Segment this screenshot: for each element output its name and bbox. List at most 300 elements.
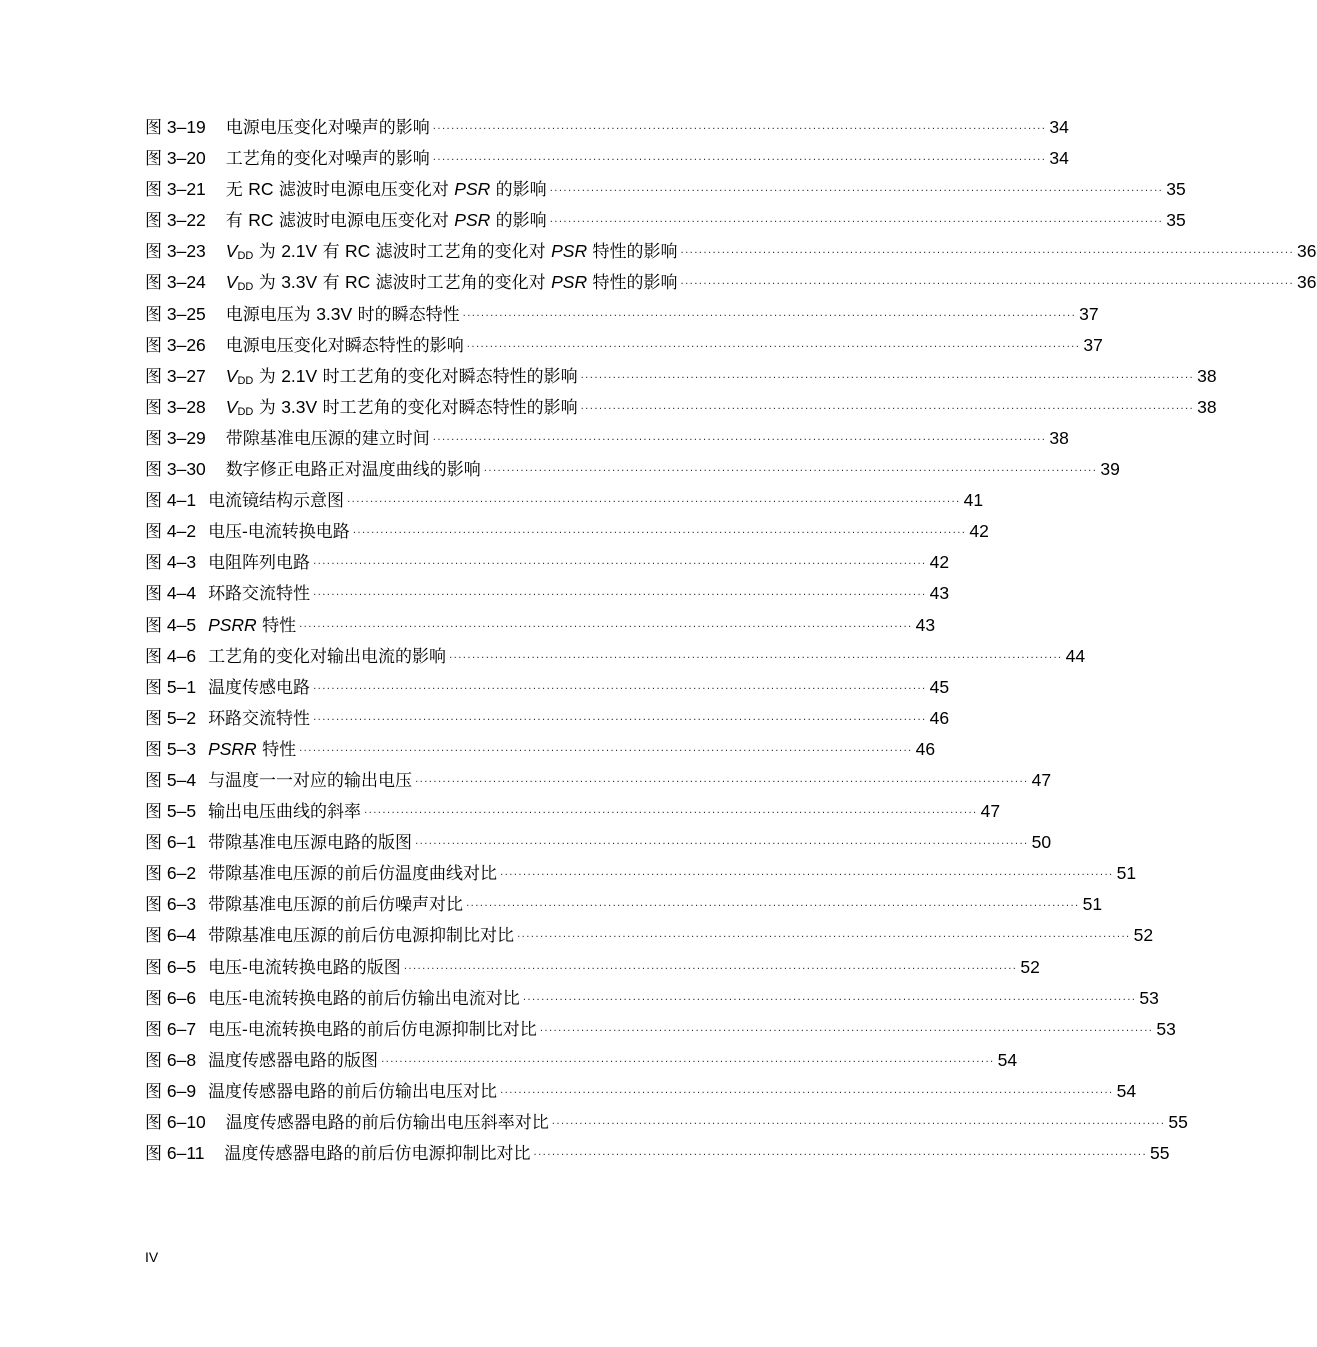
figure-title <box>226 236 678 268</box>
page-number: 50 <box>1031 832 1052 853</box>
page-number: 37 <box>1079 303 1099 324</box>
page-number: 47 <box>980 801 1001 822</box>
title-segment: 特性 <box>256 739 297 760</box>
title-segment: 无 <box>225 180 249 201</box>
figure-prefix: 图 <box>145 366 162 387</box>
page-number: 54 <box>997 1049 1018 1070</box>
title-segment: V <box>225 241 238 262</box>
toc-entry[interactable] <box>145 174 1186 205</box>
toc-entry[interactable] <box>145 547 950 578</box>
figure-prefix: 图 <box>145 149 162 170</box>
figure-label <box>145 1107 226 1139</box>
page-number: 41 <box>963 490 984 511</box>
figure-label <box>145 672 208 704</box>
figure-title <box>208 953 401 984</box>
figure-title <box>208 766 412 797</box>
figure-title <box>208 859 497 890</box>
figure-prefix: 图 <box>145 802 162 823</box>
figure-label <box>145 516 208 548</box>
figure-prefix: 图 <box>145 926 162 947</box>
figure-number: 6–6 <box>162 987 197 1008</box>
title-segment: 电压-电流转换电路的版图 <box>208 957 401 978</box>
figure-title <box>208 610 296 642</box>
figure-label <box>145 983 208 1015</box>
figure-title <box>226 174 547 206</box>
figure-prefix: 图 <box>145 584 162 605</box>
page-number: 39 <box>1100 459 1120 480</box>
title-segment: PSRR <box>208 738 257 759</box>
figure-prefix: 图 <box>145 242 162 263</box>
figure-prefix: 图 <box>145 957 162 978</box>
figure-number: 3–27 <box>162 365 206 386</box>
figure-prefix: 图 <box>145 1144 162 1165</box>
dot-leader: ······································································································································ <box>313 590 927 602</box>
figure-prefix: 图 <box>145 1113 162 1133</box>
dot-leader: ······································································································································ <box>500 870 1114 882</box>
figure-label <box>145 454 226 486</box>
figure-number: 6–11 <box>162 1143 205 1164</box>
dot-leader: ······································································································································ <box>466 341 1081 353</box>
dot-leader: ······································································································································ <box>299 621 913 633</box>
title-segment: PSR <box>551 272 588 293</box>
toc-entry[interactable] <box>145 1107 1188 1138</box>
dot-leader: ······································································································································ <box>299 745 913 757</box>
toc-entry[interactable] <box>145 920 1154 951</box>
dot-leader: ······································································································································ <box>517 932 1131 944</box>
title-segment: 为 <box>253 397 282 418</box>
title-segment: 3.3V <box>281 396 318 417</box>
toc-entry[interactable] <box>145 485 984 516</box>
figure-number: 5–5 <box>162 801 197 822</box>
page-number: 43 <box>929 583 950 604</box>
figure-label <box>145 703 208 735</box>
title-segment: 有 <box>225 211 249 232</box>
figure-number: 3–29 <box>162 427 206 448</box>
figure-label <box>145 641 208 673</box>
figure-number: 6–10 <box>162 1112 206 1132</box>
dot-leader: ······································································································································ <box>313 714 927 726</box>
page-number-footer: IV <box>145 1249 159 1265</box>
page-number: 38 <box>1197 396 1217 417</box>
figure-prefix: 图 <box>145 180 162 201</box>
toc-entry[interactable] <box>145 112 1069 143</box>
title-segment: 电源电压变化对噪声的影响 <box>225 118 430 138</box>
figure-label <box>145 1076 208 1108</box>
toc-entry[interactable] <box>145 578 950 609</box>
title-segment: 时工艺角的变化对瞬态特性的影响 <box>317 366 578 387</box>
dot-leader: ······································································································································ <box>533 1150 1148 1162</box>
figure-label <box>145 952 208 984</box>
figure-label <box>145 1045 208 1077</box>
title-segment: RC <box>345 241 371 262</box>
toc-entry[interactable] <box>145 734 936 765</box>
figure-prefix: 图 <box>145 895 162 916</box>
title-segment: PSR <box>454 179 491 200</box>
dot-leader: ······································································································································ <box>549 217 1164 229</box>
figure-number: 3–28 <box>162 396 206 417</box>
toc-entry[interactable] <box>145 889 1103 920</box>
dot-leader: ······································································································································ <box>415 839 1029 851</box>
figure-prefix: 图 <box>145 553 162 574</box>
figure-prefix: 图 <box>145 397 162 418</box>
page-number: 43 <box>915 614 936 635</box>
toc-entry[interactable] <box>145 672 950 703</box>
figure-number: 5–2 <box>162 707 197 728</box>
title-segment: 为 <box>253 273 282 294</box>
toc-entry[interactable] <box>145 205 1186 236</box>
figure-prefix: 图 <box>145 615 162 636</box>
toc-entry[interactable] <box>145 1138 1170 1169</box>
title-segment: 电压-电流转换电路的前后仿电源抑制比对比 <box>208 1019 537 1040</box>
figure-title <box>208 828 412 859</box>
figure-prefix: 图 <box>145 304 162 325</box>
figure-prefix: 图 <box>145 428 162 449</box>
toc-entry[interactable] <box>145 299 1099 330</box>
title-segment: RC <box>345 272 371 293</box>
figure-number: 6–9 <box>162 1080 197 1101</box>
title-segment: V <box>225 396 238 417</box>
dot-leader: ······································································································································ <box>466 901 1080 913</box>
figure-prefix: 图 <box>145 1019 162 1040</box>
figure-prefix: 图 <box>145 335 162 356</box>
toc-entry[interactable] <box>145 1014 1176 1045</box>
figure-title <box>208 984 520 1015</box>
toc-entry[interactable] <box>145 765 1052 796</box>
title-segment: 时的瞬态特性 <box>352 304 460 325</box>
dot-leader: ······································································································································ <box>432 124 1047 135</box>
figure-title <box>226 361 578 393</box>
figure-label <box>145 267 226 299</box>
dot-leader: ······································································································································ <box>352 528 967 540</box>
page-number: 34 <box>1049 148 1069 169</box>
figure-prefix: 图 <box>145 273 162 294</box>
title-segment: 温度传感器电路的前后仿输出电压对比 <box>208 1081 498 1102</box>
figure-label <box>145 485 208 517</box>
figure-number: 5–1 <box>162 676 197 697</box>
figure-title <box>226 267 678 299</box>
dot-leader: ······································································································································ <box>415 776 1029 788</box>
title-segment: 的影响 <box>490 211 547 232</box>
figure-number: 5–4 <box>162 769 197 790</box>
page-number: 52 <box>1133 925 1154 946</box>
title-segment: 带隙基准电压源电路的版图 <box>208 833 413 854</box>
title-segment: 与温度一一对应的输出电压 <box>208 770 413 791</box>
figure-label <box>145 796 208 828</box>
figure-title <box>226 331 464 362</box>
figure-prefix: 图 <box>145 677 162 698</box>
dot-leader: ······································································································································ <box>313 559 927 571</box>
figure-label <box>145 765 208 797</box>
figure-number: 6–1 <box>162 832 197 853</box>
page-number: 38 <box>1197 365 1217 386</box>
title-segment: DD <box>237 250 254 263</box>
figure-label <box>145 827 208 859</box>
title-segment: 有 <box>317 242 345 263</box>
toc-entry[interactable] <box>145 703 950 734</box>
dot-leader: ······································································································································ <box>313 683 927 695</box>
title-segment: 工艺角的变化对噪声的影响 <box>225 149 430 170</box>
figure-title <box>208 890 463 921</box>
dot-leader: ······································································································································ <box>403 963 1018 975</box>
figure-label <box>145 547 208 579</box>
title-segment: 带隙基准电压源的前后仿电源抑制比对比 <box>208 926 515 947</box>
figure-title <box>208 1046 378 1077</box>
figure-number: 6–2 <box>162 863 197 884</box>
figure-title <box>208 797 361 828</box>
figure-number: 6–8 <box>162 1049 197 1070</box>
page-number: 42 <box>929 552 950 573</box>
figure-prefix: 图 <box>145 1081 162 1102</box>
title-segment: 2.1V <box>281 365 318 386</box>
dot-leader: ······································································································································ <box>462 310 1077 322</box>
title-segment: 为 <box>253 366 282 387</box>
toc-entry[interactable] <box>145 1076 1137 1107</box>
toc-entry[interactable] <box>145 858 1137 889</box>
figure-title <box>226 392 578 424</box>
title-segment: 滤波时电源电压变化对 <box>273 180 455 201</box>
figure-prefix: 图 <box>145 118 162 138</box>
figure-label <box>145 361 226 393</box>
figure-title <box>208 734 296 766</box>
toc-entry[interactable] <box>145 392 1217 423</box>
title-segment: 特性的影响 <box>587 242 678 263</box>
figure-prefix: 图 <box>145 770 162 791</box>
figure-number: 4–1 <box>162 490 197 511</box>
title-segment: 有 <box>317 273 345 294</box>
figure-number: 4–5 <box>162 614 197 635</box>
figure-prefix: 图 <box>145 864 162 885</box>
title-segment: 带隙基准电压源的前后仿噪声对比 <box>208 895 464 916</box>
figure-prefix: 图 <box>145 708 162 729</box>
page-number: 36 <box>1297 241 1317 262</box>
figure-prefix: 图 <box>145 211 162 232</box>
dot-leader: ······································································································································ <box>680 279 1295 291</box>
dot-leader: ······································································································································ <box>432 155 1047 167</box>
toc-entry[interactable] <box>145 516 989 547</box>
figure-number: 3–19 <box>162 117 206 137</box>
figure-label <box>145 610 208 642</box>
title-segment: RC <box>248 210 274 231</box>
figure-number: 6–4 <box>162 925 197 946</box>
figure-title <box>208 673 310 704</box>
toc-entry[interactable] <box>145 983 1159 1014</box>
title-segment: V <box>225 272 238 293</box>
figure-prefix: 图 <box>145 522 162 543</box>
figure-title <box>225 1139 531 1170</box>
figure-number: 3–20 <box>162 148 206 169</box>
dot-leader: ······································································································································ <box>522 994 1137 1006</box>
figure-label <box>145 299 226 331</box>
figure-label <box>145 1138 225 1170</box>
dot-leader: ······································································································································ <box>347 497 961 509</box>
page-number: 46 <box>915 738 936 759</box>
figure-label <box>145 920 208 952</box>
title-segment: 温度传感电路 <box>208 677 311 698</box>
figure-title <box>226 299 460 331</box>
figure-prefix: 图 <box>145 491 162 512</box>
figure-prefix: 图 <box>145 988 162 1009</box>
title-segment: 时工艺角的变化对瞬态特性的影响 <box>317 397 578 418</box>
toc-entry[interactable] <box>145 827 1052 858</box>
dot-leader: ······································································································································ <box>539 1025 1154 1037</box>
title-segment: 滤波时工艺角的变化对 <box>370 273 552 294</box>
figure-label <box>145 578 208 610</box>
title-segment: 工艺角的变化对输出电流的影响 <box>208 646 447 667</box>
figure-title <box>208 642 446 673</box>
figure-label <box>145 330 226 362</box>
figure-number: 3–24 <box>162 272 206 293</box>
figure-prefix: 图 <box>145 646 162 667</box>
page-number: 46 <box>929 707 950 728</box>
figure-number: 3–26 <box>162 334 206 355</box>
toc-entry[interactable] <box>145 952 1040 983</box>
title-segment: 为 <box>253 242 282 263</box>
figure-title <box>208 921 514 952</box>
title-segment: 温度传感器电路的前后仿输出电压斜率对比 <box>225 1113 549 1133</box>
figure-title <box>208 486 344 517</box>
dot-leader: ······································································································································ <box>483 466 1098 478</box>
dot-leader: ······································································································································ <box>381 1056 995 1068</box>
title-segment: 电压-电流转换电路的前后仿输出电流对比 <box>208 988 520 1009</box>
title-segment: 滤波时电源电压变化对 <box>273 211 455 232</box>
title-segment: 电源电压变化对瞬态特性的影响 <box>225 335 464 356</box>
title-segment: 环路交流特性 <box>208 584 311 605</box>
toc-entry[interactable] <box>145 1045 1018 1076</box>
title-segment: V <box>225 365 238 386</box>
figure-label <box>145 205 226 237</box>
figure-label <box>145 143 226 175</box>
page-number: 34 <box>1049 117 1069 137</box>
figure-title <box>208 704 310 735</box>
figure-number: 3–22 <box>162 210 206 231</box>
figure-number: 5–3 <box>162 738 197 759</box>
figure-title <box>226 205 547 237</box>
title-segment: 电压-电流转换电路 <box>208 522 350 543</box>
dot-leader: ······································································································································ <box>432 434 1047 446</box>
page-number: 55 <box>1150 1143 1170 1164</box>
title-segment: DD <box>237 281 254 294</box>
figure-title <box>226 455 481 486</box>
toc-entry[interactable] <box>145 796 1001 827</box>
title-segment: 2.1V <box>281 241 318 262</box>
figure-title <box>208 1015 537 1046</box>
dot-leader: ······································································································································ <box>500 1087 1114 1099</box>
page-number: 44 <box>1065 645 1086 666</box>
figure-number: 6–3 <box>162 894 197 915</box>
figure-number: 3–25 <box>162 303 206 324</box>
figure-title <box>208 548 310 579</box>
title-segment: 温度传感器电路的前后仿电源抑制比对比 <box>224 1144 531 1165</box>
page-number: 36 <box>1297 272 1317 293</box>
title-segment: PSR <box>551 241 588 262</box>
title-segment: 特性 <box>256 615 297 636</box>
page-number: 45 <box>929 676 950 697</box>
page-number: 47 <box>1031 769 1052 790</box>
figure-title <box>226 424 430 455</box>
title-segment: DD <box>237 405 254 418</box>
page-number: 54 <box>1116 1080 1137 1101</box>
figure-title <box>208 1077 497 1108</box>
page-number: 51 <box>1082 894 1103 915</box>
figure-title <box>226 1108 549 1139</box>
page-number: 52 <box>1020 956 1040 977</box>
figure-number: 6–5 <box>162 956 197 977</box>
title-segment: 电流镜结构示意图 <box>208 491 345 512</box>
page-number: 37 <box>1083 334 1103 355</box>
toc-entry[interactable] <box>145 267 1317 298</box>
title-segment: 3.3V <box>316 303 353 324</box>
dot-leader: ······································································································································ <box>549 186 1164 198</box>
figure-prefix: 图 <box>145 833 162 854</box>
title-segment: 环路交流特性 <box>208 708 311 729</box>
figure-prefix: 图 <box>145 739 162 760</box>
title-segment: 滤波时工艺角的变化对 <box>370 242 552 263</box>
title-segment: RC <box>248 179 274 200</box>
title-segment: 电阻阵列电路 <box>208 553 311 574</box>
figure-number: 4–4 <box>162 583 197 604</box>
title-segment: PSR <box>454 210 491 231</box>
toc-entry[interactable] <box>145 423 1069 454</box>
figure-label <box>145 392 226 424</box>
title-segment: 带隙基准电压源的前后仿温度曲线对比 <box>208 864 498 885</box>
title-segment: 的影响 <box>490 180 547 201</box>
title-segment: PSRR <box>208 614 257 635</box>
page-number: 55 <box>1168 1112 1188 1132</box>
dot-leader: ······································································································································ <box>551 1119 1166 1130</box>
toc-entry[interactable] <box>145 610 936 641</box>
page-number: 42 <box>969 521 989 542</box>
page-number: 51 <box>1116 863 1137 884</box>
figure-label <box>145 734 208 766</box>
toc-entry[interactable] <box>145 143 1069 174</box>
list-of-figures <box>145 112 1317 1169</box>
toc-entry[interactable] <box>145 641 1086 672</box>
figure-label <box>145 889 208 921</box>
title-segment: 带隙基准电压源的建立时间 <box>225 428 430 449</box>
figure-prefix: 图 <box>145 1050 162 1071</box>
title-segment: DD <box>237 374 254 387</box>
title-segment: 输出电压曲线的斜率 <box>208 802 362 823</box>
figure-title <box>226 144 430 175</box>
figure-label <box>145 236 226 268</box>
page-number: 53 <box>1139 987 1159 1008</box>
dot-leader: ······································································································································ <box>580 403 1195 415</box>
figure-prefix: 图 <box>145 460 162 481</box>
dot-leader: ······································································································································ <box>580 372 1195 384</box>
toc-entry[interactable] <box>145 361 1217 392</box>
figure-label <box>145 1014 208 1046</box>
figure-number: 3–21 <box>162 179 206 200</box>
figure-number: 6–7 <box>162 1018 197 1039</box>
page-number: 38 <box>1049 427 1069 448</box>
title-segment: 特性的影响 <box>587 273 678 294</box>
dot-leader: ······································································································································ <box>680 248 1295 260</box>
figure-number: 3–30 <box>162 459 206 480</box>
title-segment: 3.3V <box>281 272 318 293</box>
toc-entry[interactable] <box>145 454 1120 485</box>
figure-label <box>145 112 226 144</box>
title-segment: 数字修正电路正对温度曲线的影响 <box>225 460 481 481</box>
figure-label <box>145 858 208 890</box>
figure-number: 4–3 <box>162 552 197 573</box>
figure-title <box>208 517 350 548</box>
dot-leader: ······································································································································ <box>449 652 1063 664</box>
figure-title <box>208 579 310 610</box>
toc-entry[interactable] <box>145 236 1317 267</box>
figure-number: 4–2 <box>162 521 197 542</box>
toc-entry[interactable] <box>145 330 1103 361</box>
figure-number: 4–6 <box>162 645 197 666</box>
